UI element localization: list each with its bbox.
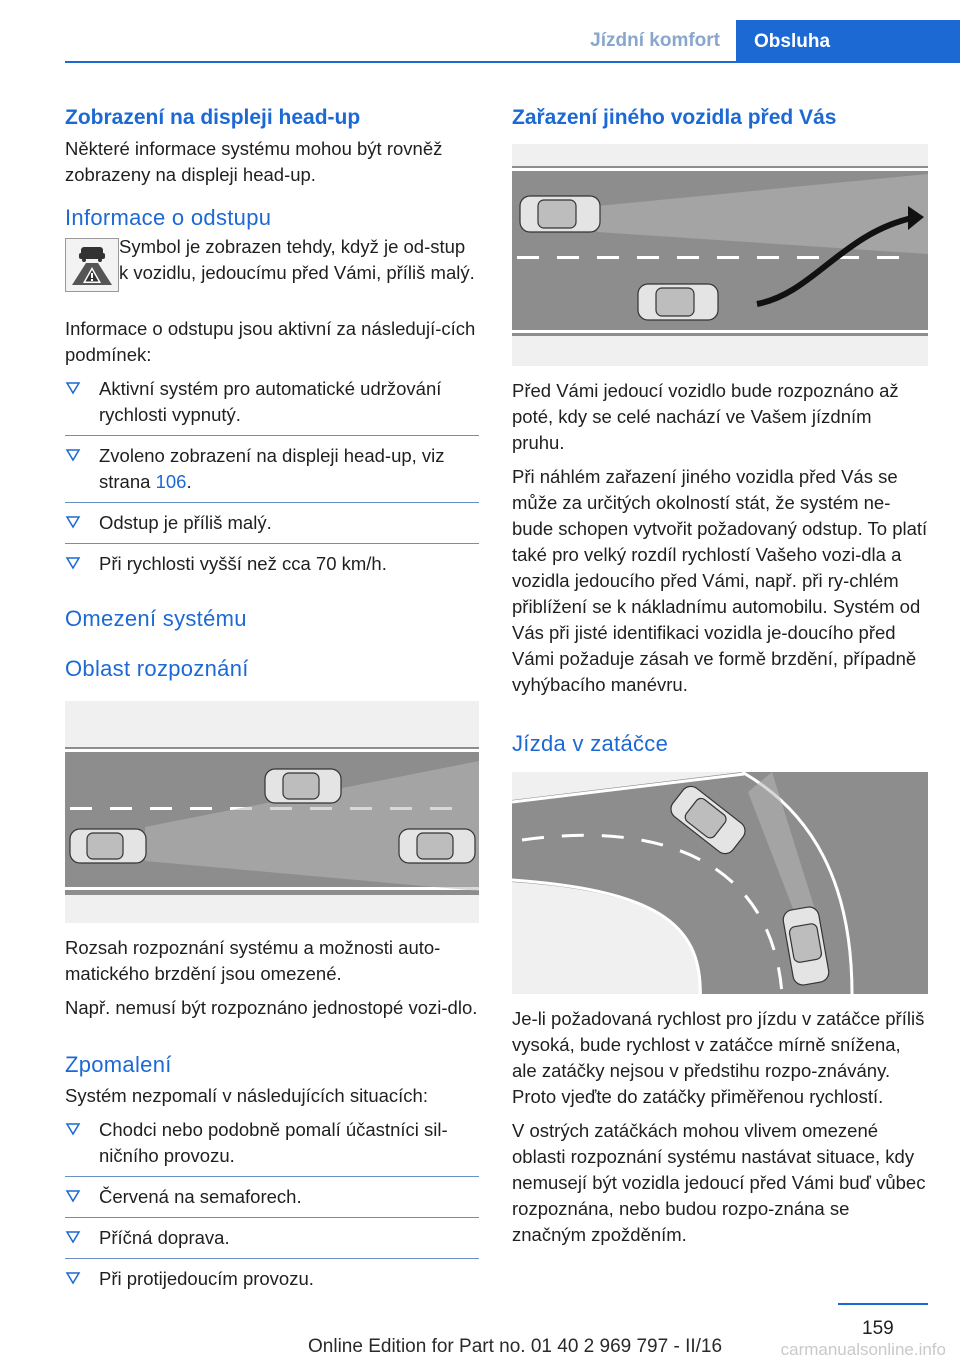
header-chapter-tab — [736, 20, 960, 63]
list-item: Při protijedoucím provozu. — [65, 1266, 479, 1292]
list-item: Odstup je příliš malý. — [65, 510, 479, 544]
slowdown-list — [65, 1117, 479, 1292]
header-rule — [65, 61, 960, 63]
left-column — [65, 100, 479, 1292]
symbol-block — [65, 234, 479, 312]
watermark: carmanualsonline.info — [780, 1340, 946, 1359]
triangle-bullet-icon — [65, 555, 81, 571]
text-headup-intro: Některé informace systému mohou být rovněž zobrazeny na displeji head-up. — [65, 138, 443, 185]
cutting-in-car — [638, 284, 718, 320]
own-car — [520, 196, 600, 232]
list-item: Příčná doprava. — [65, 1225, 479, 1259]
list-item: Červená na semaforech. — [65, 1184, 479, 1218]
own-car — [70, 829, 146, 863]
footer-edition: Online Edition for Part no. 01 40 2 969 797 - II/16 — [308, 1336, 723, 1357]
figure-curve — [512, 772, 928, 994]
heading-headup-display: Zobrazení na displeji head-up — [65, 106, 361, 129]
page-number: 159 — [862, 1318, 894, 1339]
triangle-bullet-icon — [65, 380, 81, 396]
heading-cut-in: Zařazení jiného vozidla před Vás — [512, 106, 837, 129]
figure-detection-area — [65, 701, 479, 923]
text-detection-range: Rozsah rozpoznání systému a možnosti auto-matického brzdění jsou omezené. — [65, 937, 441, 984]
distance-warning-icon — [65, 238, 119, 292]
text-symbol-description: Symbol je zobrazen tehdy, když je od-stup k vozidlu, jedoucímu před Vámi, příliš malý. — [119, 236, 475, 283]
text-cut-in-1: Před Vámi jedoucí vozidlo bude rozpoznáno až poté, kdy se celé nachází ve Vašem jízdním pruhu. — [512, 380, 899, 453]
car-ahead-own-lane — [399, 829, 475, 863]
text-curve-1: Je-li požadovaná rychlost pro jízdu v zatáčce příliš vysoká, bude rychlost v zatáčce mírně snížena, ale zatáčky nejsou v předstihu rozpo-znávány. Proto vjeďte do zatáčky přiměřenou rychlostí. — [512, 1008, 925, 1107]
text-active-conditions: Informace o odstupu jsou aktivní za následují-cích podmínek: — [65, 318, 476, 365]
triangle-bullet-icon — [65, 1229, 81, 1245]
triangle-bullet-icon — [65, 447, 81, 463]
triangle-bullet-icon — [65, 1121, 81, 1137]
heading-slowdown: Zpomalení — [65, 1052, 172, 1077]
text-single-track: Např. nemusí být rozpoznáno jednostopé vozi-dlo. — [65, 997, 478, 1018]
triangle-bullet-icon — [65, 1270, 81, 1286]
car-ahead-left-lane — [265, 769, 341, 803]
text-cut-in-2: Při náhlém zařazení jiného vozidla před Vás se může za určitých okolností stát, že systém ne-bude schopen vytvořit požadovaný odstup. To platí také pro velký rozdíl rychlostí Vašeho vozi-dla a vozidla jedoucího před Vámi, např. při ry-chlém přiblížení se k nákladnímu automobilu. Systém od Vás při jisté identifikaci vozidla je-doucího před Vámi požaduje zásah ve formě brzdění, případně vyhýbacího manévru. — [512, 466, 928, 695]
triangle-bullet-icon — [65, 1188, 81, 1204]
page-reference-link[interactable]: 106 — [155, 471, 187, 492]
list-item: Při rychlosti vyšší než cca 70 km/h. — [65, 551, 479, 577]
heading-system-limits: Omezení systému — [65, 606, 247, 631]
conditions-list — [65, 376, 479, 577]
heading-distance-info: Informace o odstupu — [65, 205, 272, 230]
text-curve-2: V ostrých zatáčkách mohou vlivem omezené oblasti rozpoznání systému nastávat situace, kdy nemusejí být vozidla jedoucí před Vámi buď vůbec rozpoznána, nebo budou rozpo-znána se značným zpožděním. — [512, 1120, 926, 1245]
heading-detection-area: Oblast rozpoznání — [65, 656, 249, 681]
list-item: Aktivní systém pro automatické udržování rychlosti vypnutý. — [65, 376, 479, 436]
list-item: Zvoleno zobrazení na displeji head-up, viz strana 106. — [65, 443, 479, 503]
header-section-title: Jízdní komfort — [590, 30, 720, 51]
heading-curve-driving: Jízda v zatáčce — [512, 731, 669, 756]
right-column — [512, 100, 928, 1248]
footer-rule — [838, 1303, 928, 1305]
triangle-bullet-icon — [65, 514, 81, 530]
figure-cut-in — [512, 144, 928, 366]
header-chapter-label: Obsluha — [754, 31, 831, 52]
list-item: Chodci nebo podobně pomalí účastníci sil-ničního provozu. — [65, 1117, 479, 1177]
text-slowdown-intro: Systém nezpomalí v následujících situacích: — [65, 1085, 428, 1106]
